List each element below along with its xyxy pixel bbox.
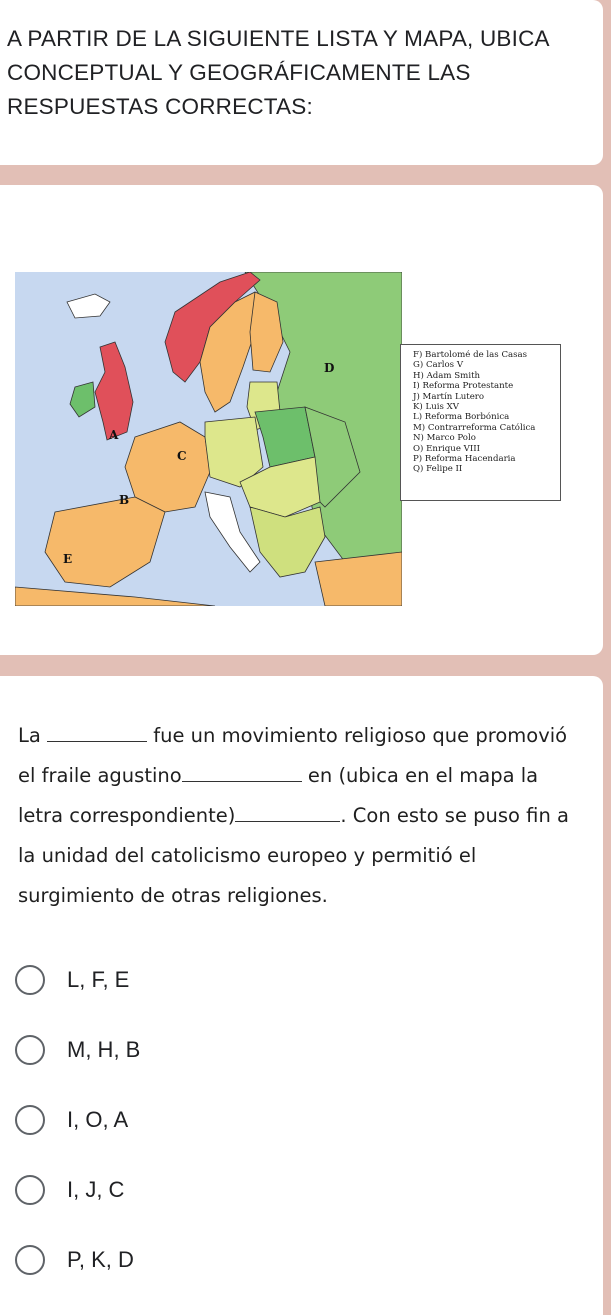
legend-item: N) Marco Polo (413, 433, 476, 444)
legend-item: F) Bartolomé de las Casas (413, 350, 528, 360)
legend-item: G) Carlos V (413, 360, 464, 371)
map-letter-d: D (324, 361, 335, 375)
radio-button[interactable] (15, 1175, 45, 1205)
radio-button[interactable] (15, 1245, 45, 1275)
blank-1 (47, 724, 147, 742)
option-label: I, J, C (67, 1177, 125, 1202)
question-part-2: fue un movimiento religioso que promovió el fraile agustino (18, 724, 568, 787)
legend-item: K) Luis XV (413, 402, 459, 413)
question-part-1: La (18, 724, 41, 747)
legend-list (400, 344, 561, 501)
option-label: I, O, A (67, 1107, 129, 1132)
option-1[interactable] (15, 963, 129, 997)
question-title: A PARTIR DE LA SIGUIENTE LISTA Y MAPA, UBICA CONCEPTUAL Y GEOGRÁFICAMENTE LAS RESPUESTAS CORRECTAS: (7, 26, 549, 119)
legend-item: J) Martín Lutero (413, 391, 485, 402)
option-5[interactable] (15, 1243, 134, 1277)
blank-2 (182, 764, 302, 782)
map-card (0, 185, 603, 655)
radio-button[interactable] (15, 1035, 45, 1065)
map-letter-b: B (119, 493, 130, 507)
legend-item: M) Contrarreforma Católica (413, 422, 536, 433)
option-label: L, F, E (67, 967, 130, 992)
question-card (0, 676, 603, 1315)
turkey-region (315, 552, 402, 606)
map-letter-e: E (63, 552, 73, 566)
legend-item: I) Reforma Protestante (413, 381, 514, 392)
option-2[interactable] (15, 1033, 140, 1067)
europe-map-svg (15, 272, 402, 606)
option-label: M, H, B (67, 1037, 141, 1062)
map-letter-a: A (109, 428, 119, 442)
map-letter-c: C (177, 449, 187, 463)
legend-item: P) Reforma Hacendaria (413, 454, 516, 465)
header-card (0, 0, 603, 165)
radio-button[interactable] (15, 965, 45, 995)
legend-item: O) Enrique VIII (413, 443, 481, 454)
legend-item: H) Adam Smith (413, 370, 481, 381)
question-part-4: . Con esto se puso fin a la unidad del catolicismo europeo y permitió el surgimiento de otras religiones. (18, 804, 569, 907)
legend-item: Q) Felipe II (413, 464, 463, 475)
legend-item: L) Reforma Borbónica (413, 412, 510, 423)
question-part-3: en (ubica en el mapa la letra correspondiente) (18, 764, 539, 827)
option-label: P, K, D (67, 1247, 134, 1272)
radio-button[interactable] (15, 1105, 45, 1135)
question-statement (18, 716, 578, 916)
blank-3 (235, 804, 340, 822)
option-4[interactable] (15, 1173, 124, 1207)
europe-map-image (15, 272, 402, 606)
option-3[interactable] (15, 1103, 128, 1137)
